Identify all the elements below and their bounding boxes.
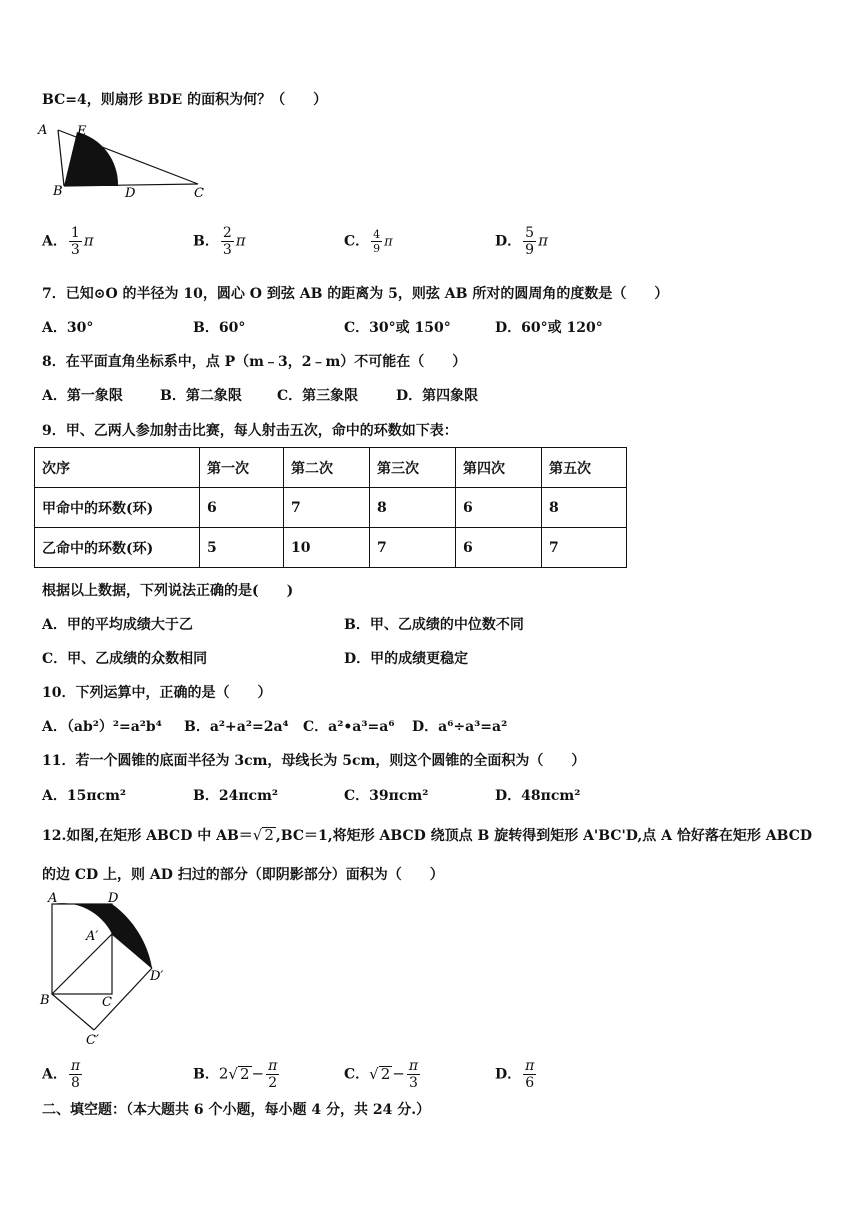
q6-option-b[interactable]: B． $\frac{2}{3}$ π	[193, 225, 246, 258]
table-header-cell: 第四次	[456, 448, 542, 488]
q12-stem: 12.如图,在矩形 ABCD 中 AB＝√ 2 ,BC＝1,将矩形 ABCD 绕顶点 B 旋转得到矩形 A'BC'D,点 A 恰好落在矩形 ABCD	[42, 826, 812, 844]
q12-option-c[interactable]: C．√ 2 − $\frac{\pi}{3}$	[344, 1058, 419, 1091]
q7-option-a[interactable]: A．30°	[42, 320, 94, 336]
section-2-heading: 二、填空题：（本大题共 6 个小题，每小题 4 分，共 24 分.）	[42, 1102, 431, 1118]
table-cell: 8	[370, 488, 456, 528]
q10-option-a[interactable]: A．（ab²）²=a²b⁴	[42, 719, 162, 735]
q6-option-c[interactable]: C． $\frac{4}{9}$ π	[344, 228, 393, 255]
q11-option-b[interactable]: B．24πcm²	[193, 788, 279, 804]
label-B: B	[40, 993, 50, 1008]
table-cell: 7	[284, 488, 370, 528]
q9-option-a[interactable]: A．甲的平均成绩大于乙	[42, 617, 193, 633]
table-cell: 6	[456, 488, 542, 528]
table-header-cell: 第五次	[542, 448, 627, 488]
label-E: E	[77, 124, 87, 139]
q7-option-c[interactable]: C．30°或 150°	[344, 320, 451, 336]
q11-option-a[interactable]: A．15πcm²	[42, 788, 127, 804]
q11-stem: 11．若一个圆锥的底面半径为 3cm，母线长为 5cm，则这个圆锥的全面积为（ ）	[42, 753, 586, 769]
q12-option-d[interactable]: D． $\frac{\pi}{6}$	[495, 1058, 535, 1091]
q6-stem: BC=4，则扇形 BDE 的面积为何？（ ）	[42, 92, 328, 108]
table-header-cell: 第一次	[200, 448, 284, 488]
swept-region-shaded	[52, 903, 152, 968]
q10-option-c[interactable]: C．a²•a³=a⁶	[303, 719, 395, 735]
q10-stem: 10．下列运算中，正确的是（ ）	[42, 685, 272, 701]
q8-option-c[interactable]: C．第三象限	[277, 388, 359, 404]
table-cell: 10	[284, 528, 370, 568]
table-header-cell: 第二次	[284, 448, 370, 488]
label-B: B	[53, 184, 63, 199]
q10-option-b[interactable]: B．a²+a²=2a⁴	[184, 719, 289, 735]
label-A: A	[48, 891, 58, 906]
table-cell: 5	[200, 528, 284, 568]
label-C: C	[102, 995, 112, 1010]
q8-stem: 8．在平面直角坐标系中，点 P（m﹣3，2﹣m）不可能在（ ）	[42, 354, 467, 370]
q12-stem-line2: 的边 CD 上，则 AD 扫过的部分（即阴影部分）面积为（ ）	[42, 867, 444, 883]
table-header-cell: 次序	[35, 448, 200, 488]
label-C: C	[194, 186, 204, 201]
q7-option-d[interactable]: D．60°或 120°	[495, 320, 603, 336]
q10-option-d[interactable]: D．a⁶÷a³=a²	[412, 719, 508, 735]
q8-option-a[interactable]: A．第一象限	[42, 388, 123, 404]
table-cell: 7	[542, 528, 627, 568]
score-table	[34, 447, 627, 568]
table-header-cell: 第三次	[370, 448, 456, 488]
table-cell: 6	[200, 488, 284, 528]
q12-option-b[interactable]: B．2√ 2 − $\frac{\pi}{2}$	[193, 1058, 278, 1091]
table-row	[35, 488, 627, 528]
q6-option-a[interactable]: A． $\frac{1}{3}$ π	[42, 225, 94, 258]
table-cell: 乙命中的环数(环)	[35, 528, 200, 568]
q12-option-a[interactable]: A． $\frac{\pi}{8}$	[42, 1058, 81, 1091]
q9-option-b[interactable]: B．甲、乙成绩的中位数不同	[344, 617, 524, 633]
q8-option-d[interactable]: D．第四象限	[396, 388, 479, 404]
q9-stem: 9．甲、乙两人参加射击比赛，每人射击五次，命中的环数如下表：	[42, 423, 458, 439]
label-A-prime: A′	[86, 929, 99, 944]
q8-option-b[interactable]: B．第二象限	[160, 388, 242, 404]
table-cell: 8	[542, 488, 627, 528]
q6-figure	[36, 118, 216, 202]
q11-option-d[interactable]: D．48πcm²	[495, 788, 581, 804]
q11-option-c[interactable]: C．39πcm²	[344, 788, 429, 804]
table-cell: 甲命中的环数(环)	[35, 488, 200, 528]
q9-prompt: 根据以上数据，下列说法正确的是( )	[42, 583, 294, 599]
label-D: D	[125, 186, 136, 201]
table-cell: 6	[456, 528, 542, 568]
table-header-row	[35, 448, 627, 488]
label-D: D	[108, 891, 119, 906]
q7-option-b[interactable]: B．60°	[193, 320, 246, 336]
sector-bde-shaded	[64, 132, 118, 186]
label-A: A	[38, 123, 48, 138]
q12-figure	[36, 890, 176, 1050]
label-C-prime: C′	[86, 1033, 99, 1048]
table-cell: 7	[370, 528, 456, 568]
q9-option-d[interactable]: D．甲的成绩更稳定	[344, 651, 469, 667]
q6-option-d[interactable]: D． $\frac{5}{9}$ π	[495, 225, 548, 258]
label-D-prime: D′	[150, 969, 164, 984]
q9-option-c[interactable]: C．甲、乙成绩的众数相同	[42, 651, 208, 667]
table-row	[35, 528, 627, 568]
q7-stem: 7．已知⊙O 的半径为 10，圆心 O 到弦 AB 的距离为 5，则弦 AB 所对的圆周角的度数是（ ）	[42, 286, 669, 302]
